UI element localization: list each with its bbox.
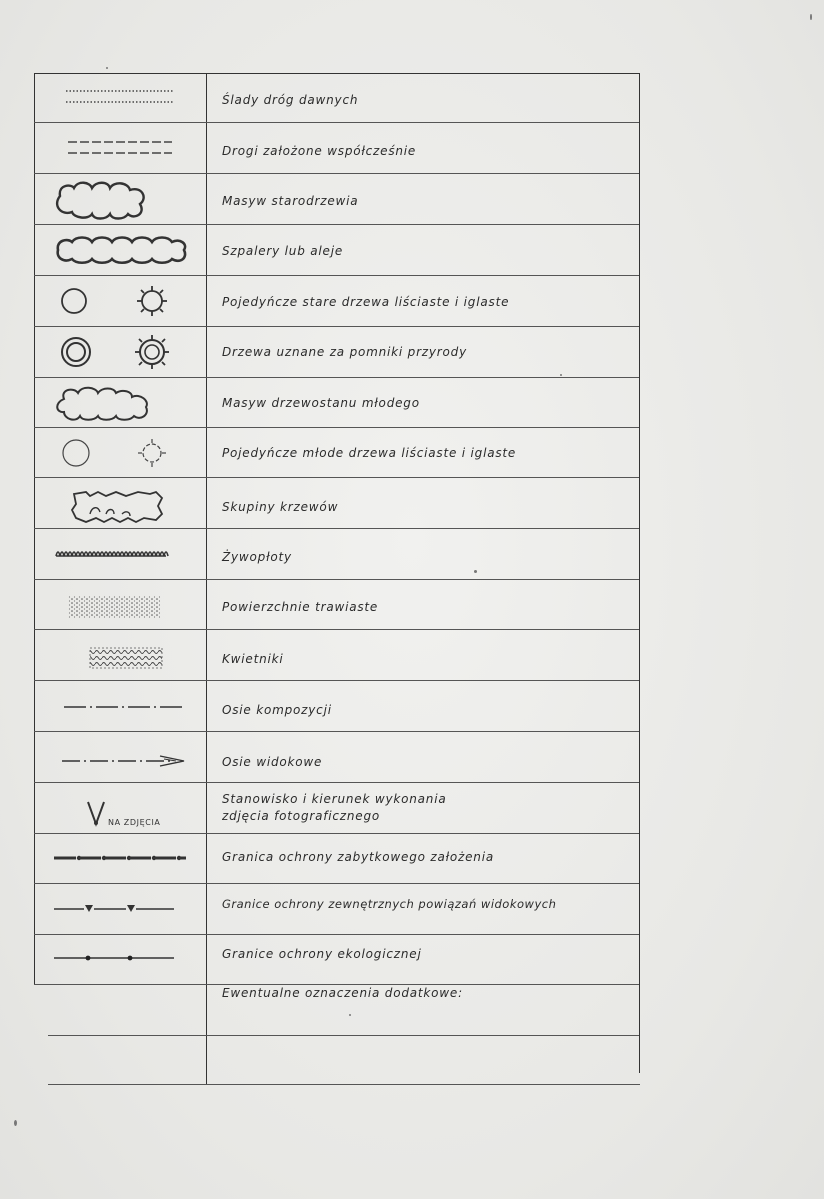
dashed-lines-symbol xyxy=(46,133,206,163)
camera-direction-text: NA ZDJĘCIA xyxy=(108,818,161,827)
scan-speck xyxy=(810,14,812,20)
legend-label: Żywopłoty xyxy=(222,550,292,564)
scan-speck xyxy=(349,1014,351,1016)
row-divider xyxy=(34,427,639,428)
row-divider xyxy=(34,275,639,276)
dotted-lines-symbol xyxy=(46,82,206,112)
legend-label: Szpalery lub aleje xyxy=(222,244,344,258)
flowerbed-symbol xyxy=(46,643,206,673)
row-divider xyxy=(34,934,639,935)
legend-label: Drzewa uznane za pomniki przyrody xyxy=(222,345,468,359)
row-divider xyxy=(48,1035,639,1036)
legend-label: Powierzchnie trawiaste xyxy=(222,600,379,614)
dot-boundary-symbol xyxy=(46,948,206,968)
double-circle-symbols xyxy=(46,333,206,371)
table-bottom-border xyxy=(48,1084,640,1085)
row-divider xyxy=(34,377,639,378)
circle-symbols xyxy=(46,283,206,319)
legend-label: Pojedyńcze młode drzewa liściaste i iglaste xyxy=(222,446,517,460)
row-divider xyxy=(34,629,639,630)
row-divider xyxy=(34,477,639,478)
row-divider xyxy=(34,782,639,783)
cloud-outline-small-symbol xyxy=(46,383,206,425)
row-divider xyxy=(34,680,639,681)
legend-label: Drogi założone współcześnie xyxy=(222,144,417,158)
legend-label: Osie kompozycji xyxy=(222,703,332,717)
scalloped-band-symbol xyxy=(46,232,206,268)
legend-label: Kwietniki xyxy=(222,652,284,666)
scan-speck xyxy=(106,67,108,69)
row-divider xyxy=(34,122,639,123)
row-divider xyxy=(34,224,639,225)
legend-label: Skupiny krzewów xyxy=(222,500,339,514)
shrub-group-symbol xyxy=(46,484,206,526)
chain-boundary-symbol xyxy=(46,848,206,868)
table-top-border xyxy=(34,73,640,74)
table-left-border xyxy=(34,73,35,985)
stipple-symbol xyxy=(46,590,206,624)
scan-speck xyxy=(474,570,477,573)
legend-label: Ewentualne oznaczenia dodatkowe: xyxy=(222,986,463,1000)
legend-label: Granice ochrony zewnętrznych powiązań widokowych xyxy=(222,897,557,911)
legend-label: Masyw drzewostanu młodego xyxy=(222,396,420,410)
row-divider xyxy=(34,984,639,985)
thin-circle-symbols xyxy=(46,434,206,472)
row-divider xyxy=(34,883,639,884)
row-divider xyxy=(34,833,639,834)
table-right-border xyxy=(639,73,640,1073)
legend-label: Masyw starodrzewia xyxy=(222,194,359,208)
row-divider xyxy=(34,731,639,732)
legend-label: Granica ochrony zabytkowego założenia xyxy=(222,850,494,864)
camera-direction-symbol xyxy=(46,792,206,832)
scan-speck xyxy=(14,1120,17,1126)
triangle-boundary-symbol xyxy=(46,899,206,919)
legend-label: Ślady dróg dawnych xyxy=(222,93,359,107)
row-divider xyxy=(34,326,639,327)
legend-label: Granice ochrony ekologicznej xyxy=(222,947,422,961)
wavy-hedge-symbol xyxy=(46,542,206,566)
scan-speck xyxy=(560,374,562,376)
row-divider xyxy=(34,579,639,580)
row-divider xyxy=(34,173,639,174)
legend-label: Osie widokowe xyxy=(222,755,323,769)
legend-label: Pojedyńcze stare drzewa liściaste i iglaste xyxy=(222,295,510,309)
legend-label: Stanowisko i kierunek wykonania xyxy=(222,792,447,806)
cloud-outline-symbol xyxy=(46,178,206,222)
legend-label: zdjęcia fotograficznego xyxy=(222,809,381,823)
row-divider xyxy=(34,528,639,529)
dash-dot-line-symbol xyxy=(46,697,206,717)
dash-dot-arrow-symbol xyxy=(46,751,206,771)
